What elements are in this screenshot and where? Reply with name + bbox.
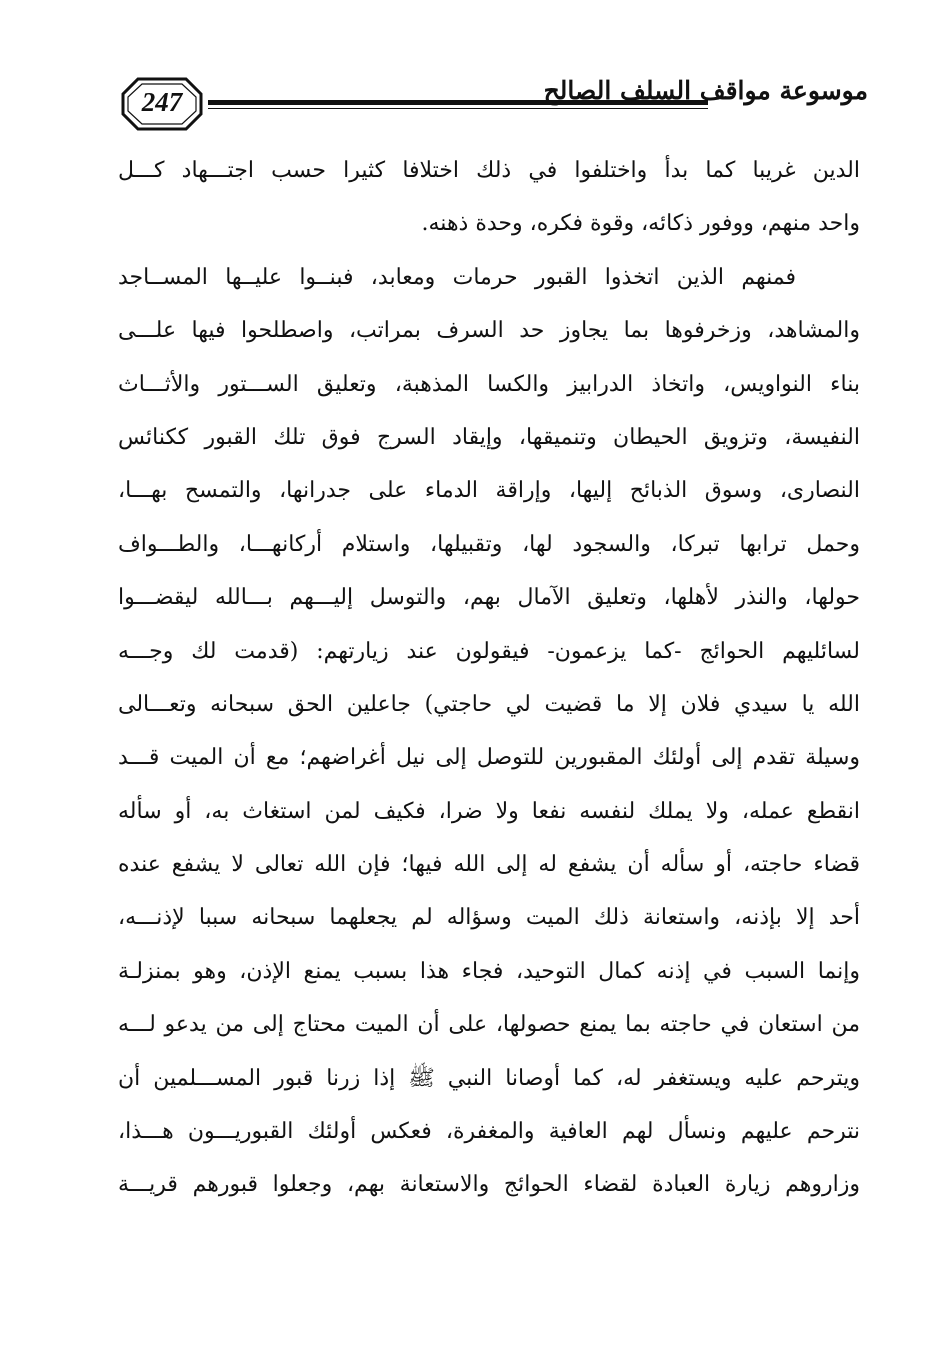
page-number-badge bbox=[120, 76, 204, 132]
text-line: الله يا سيدي فلان إلا ما قضيت لي حاجتي) جاعلين الحق سبحانه وتعـــالى bbox=[118, 691, 860, 717]
text-line: وإنما السبب في إذنه كمال التوحيد، فجاء هذا بسبب يمنع الإذن، وهو بمنزلـة bbox=[118, 958, 860, 984]
text-line: من استعان في حاجته بما يمنع حصولها، على أن الميت محتاج إلى من يدعو لـــه bbox=[118, 1012, 860, 1038]
body-text bbox=[118, 146, 860, 1214]
text-line: والمشاهد، وزخرفوها بما يجاوز حد السرف بمراتب، واصطلحوا فيها علـــى bbox=[118, 318, 860, 344]
page-number: 247 bbox=[141, 87, 183, 117]
text-line: الدين غريبا كما بدأ واختلفوا في ذلك اختلافا كثيرا حسب اجتـــهاد كـــل bbox=[118, 158, 860, 183]
text-line: نترحم عليهم ونسأل لهم العافية والمغفرة، فعكس أولئك القبوريـــون هـــذا، bbox=[118, 1119, 860, 1145]
text-line: حولها، والنذر لأهلها، وتعليق الآمال بهم، والتوسل إليـــهم بـــالله ليقضـــوا bbox=[118, 585, 860, 611]
text-line: النفيسة، وتزويق الحيطان وتنميقها، وإيقاد السرج فوق تلك القبور ككنائس bbox=[118, 424, 860, 450]
text-line: النصارى، وسوق الذبائح إليها، وإراقة الدماء على جدرانها، والتمسح بهـــا، bbox=[118, 478, 860, 504]
text-line: لسائليهم الحوائج -كما يزعمون- فيقولون عند زيارتهم: (قدمت لك وجـــه bbox=[118, 638, 860, 664]
text-line: بناء النواويس، واتخاذ الدرابيز والكسا المذهبة، وتعليق الســـتور والأثـــاث bbox=[118, 371, 860, 397]
text-line: قضاء حاجته، أو سأله أن يشفع له إلى الله فيها؛ فإن الله تعالى لا يشفع عنده bbox=[118, 852, 860, 878]
text-line: وسيلة تقدم إلى أولئك المقبورين للتوصل إلى نيل أغراضهم؛ مع أن الميت قـــد bbox=[118, 745, 860, 771]
text-line: ويترحم عليه ويستغفر له، كما أوصانا النبي ﷺ إذا زرنا قبور المســـلمين أن bbox=[118, 1065, 860, 1091]
text-line: فمنهم الذين اتخذوا القبور حرمات ومعابد، فبنــوا عليــها المســاجد bbox=[118, 264, 796, 290]
page-header bbox=[108, 72, 868, 134]
text-line: وزاروهم زيارة العبادة لقضاء الحوائج والاستعانة بهم، وجعلوا قبورهم قريـــة bbox=[118, 1172, 860, 1198]
text-line: وحمل ترابها تبركا، والسجود لها، وتقبيلها، واستلام أركانهـــا، والطـــواف bbox=[118, 531, 860, 557]
text-line: واحد منهم، ووفور ذكائه، وقوة فكره، وحدة ذهنه. bbox=[421, 211, 860, 237]
series-title: موسوعة مواقف السلف الصالح bbox=[543, 76, 868, 105]
text-line: انقطع عمله، ولا يملك لنفسه نفعا ولا ضرا، فكيف لمن استغاث به، أو سأله bbox=[118, 798, 860, 824]
text-line: أحد إلا بإذنه، واستعانة ذلك الميت وسؤاله لم يجعلهما سبحانه سببا لإذنـــه، bbox=[118, 905, 860, 931]
